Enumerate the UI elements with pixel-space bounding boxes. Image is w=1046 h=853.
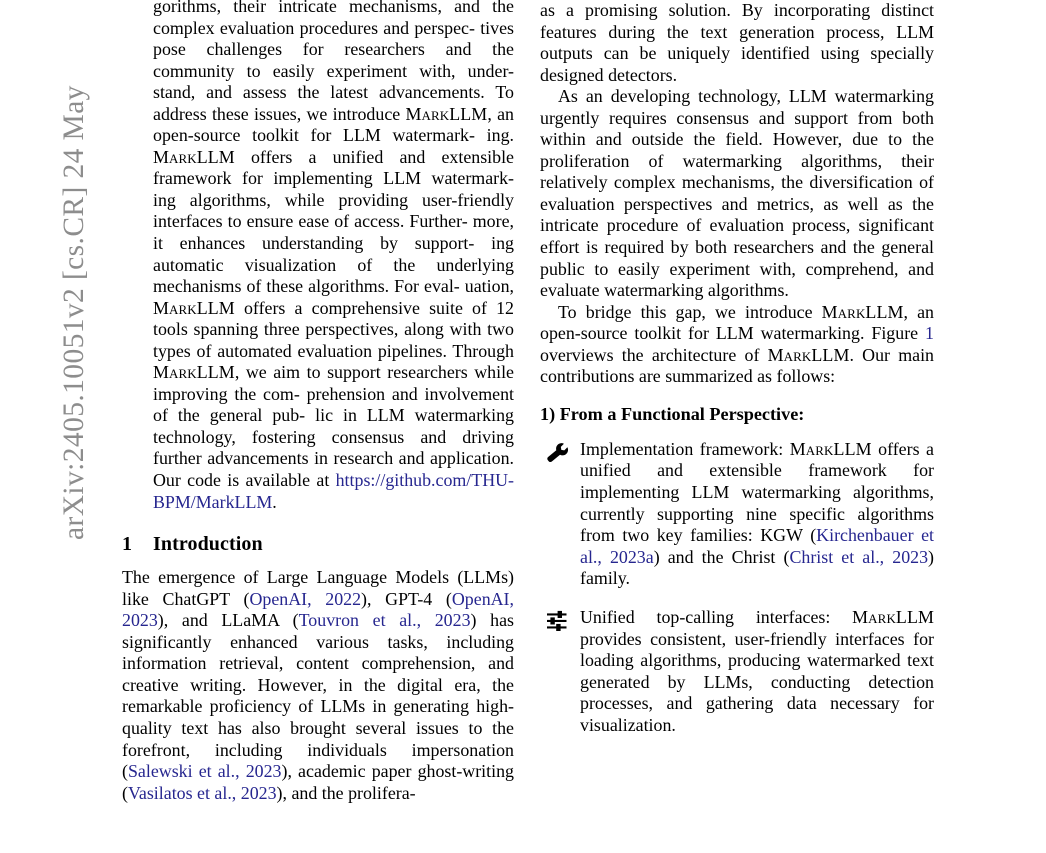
abstract-text-9: ing. [486, 125, 514, 146]
abstract-text-11: framework for implementing LLM watermark- [153, 168, 514, 189]
wrench-icon [546, 442, 570, 464]
abstract-text-12: ing algorithms, while providing user-friendly [153, 189, 514, 210]
abstract-text-8: an open-source toolkit for LLM watermark- [153, 103, 514, 146]
markllm-smallcaps: MarkLLM [153, 146, 235, 167]
section-title: Introduction [153, 533, 263, 556]
p3-text-4: . Our main contributions are summarized as follows: [540, 344, 934, 387]
abstract-text-23: support researchers while improving the com- [153, 362, 514, 404]
abstract-text-25: lic in LLM watermarking technology, fostering [153, 405, 514, 447]
abstract-text-3: tives pose challenges for researchers and the [153, 17, 514, 60]
markllm-smallcaps: MarkLLM [821, 301, 904, 322]
abstract-text-28: at [316, 470, 336, 491]
abstract-continuation [153, 0, 514, 513]
abstract-text-17: uation, [464, 276, 514, 297]
sliders-icon [546, 610, 570, 632]
abstract-text-6: address these issues, we introduce [153, 103, 406, 124]
markllm-smallcaps: MarkLLM [852, 607, 934, 627]
right-paragraph-2: As an developing technology, LLM watermarking urgently requires consensus and support from both within and outside the field. However, due to the proliferation of watermarking algorithms, their relatively complex mechanisms, the diversification of evaluation perspectives and metrics, as well as the intricate procedure of evaluation process, significant effort is required by both researchers and the general public to easily experiment with, comprehend, and evaluate watermarking algorithms. [540, 86, 934, 301]
left-column [122, 0, 514, 804]
abstract-text-10: offers a unified and extensible [234, 146, 514, 167]
abstract-text-27: research and application. Our code is available [153, 448, 514, 491]
citation-christ-2023[interactable]: Christ et al., 2023 [789, 546, 929, 567]
abstract-text-14: more, it enhances understanding by support- [153, 211, 514, 254]
abstract-text-18: offers a comprehensive [234, 297, 420, 318]
abstract-text-4: community to easily experiment with, under- [153, 60, 514, 81]
abstract-text-2: complex evaluation procedures and perspec- [153, 17, 475, 38]
intro-text-6: ), and the prolifera- [276, 782, 416, 803]
abstract-text-16: mechanisms of these algorithms. For eval- [153, 276, 460, 297]
citation-vasilatos-2023[interactable]: Vasilatos et al., 2023 [127, 782, 277, 803]
arxiv-stamp [0, 0, 110, 560]
list-item [540, 607, 934, 737]
intro-text-3: ), and LLaMA ( [157, 610, 299, 631]
intro-text-1: The emergence of Large Language Models (LLMs) like ChatGPT ( [122, 567, 514, 609]
abstract-text-22: , we aim to [234, 362, 321, 383]
abstract-text-24: prehension and involvement of the general pub- [153, 383, 514, 426]
right-paragraph-1: as a promising solution. By incorporating distinct features during the text generation process, LLM outputs can be uniquely identified using specially designed detectors. [540, 0, 934, 85]
right-paragraph-3 [540, 302, 934, 388]
citation-kirchenbauer-2023a[interactable]: Kirchenbauer et al., 2023a [580, 525, 934, 567]
abstract-text-13: interfaces to ensure ease of access. Further- [153, 211, 468, 232]
figure-reference-1[interactable]: 1 [925, 323, 934, 344]
abstract-text-26: consensus and driving further advancements in [153, 426, 514, 469]
markllm-smallcaps: MarkLLM [153, 362, 235, 383]
contributions-list [540, 439, 934, 737]
citation-openai-2023[interactable]: OpenAI, 2023 [122, 588, 514, 631]
bullet-text-2: provides consistent, user-friendly interfaces for loading algorithms, producing watermarked text generated by LLMs, conducting detection processes, and gathering data necessary for visualization. [580, 628, 934, 735]
citation-openai-2022[interactable]: OpenAI, 2022 [249, 588, 362, 609]
bullet-text-1: Unified top-calling interfaces: [580, 607, 853, 627]
markllm-smallcaps: MarkLLM [767, 344, 850, 365]
section-heading-introduction [122, 533, 514, 556]
abstract-text-7: , [487, 103, 492, 124]
bullet-text-3: ) and the Christ ( [653, 546, 790, 567]
markllm-smallcaps: MarkLLM [789, 438, 872, 459]
p3-text-2: , an open-source toolkit for LLM watermarking. Figure [540, 301, 934, 344]
introduction-paragraph [122, 567, 514, 804]
abstract-text-19: suite of 12 tools spanning three perspectives, [153, 297, 514, 340]
p3-text-3: overviews the architecture of [540, 344, 768, 365]
bullet-text-1: Implementation framework: [580, 438, 790, 459]
bullet-text-2: offers a unified and extensible framework for implementing LLM watermarking algorithms, currently supporting nine specific algorithms from two key families: KGW ( [580, 438, 934, 546]
markllm-smallcaps: MarkLLM [153, 297, 235, 318]
markllm-smallcaps: MarkLLM [405, 103, 488, 124]
abstract-text-29: . [272, 491, 277, 512]
abstract-text-21: pipelines. Through [377, 340, 514, 361]
intro-text-5: ), academic paper ghost-writing ( [122, 761, 514, 803]
right-column [540, 0, 934, 754]
bullet-text-4: ) family. [580, 546, 934, 589]
arxiv-stamp-text: arXiv:2405.10051v2 [cs.CR] 24 May [58, 85, 90, 540]
abstract-text-20: along with two types of automated evaluation [153, 319, 514, 361]
section-number: 1 [122, 533, 133, 556]
citation-touvron-2023[interactable]: Touvron et al., 2023 [298, 610, 471, 631]
contributions-heading: 1) From a Functional Perspective: [540, 403, 805, 424]
intro-text-2: ), GPT-4 ( [361, 588, 452, 609]
intro-text-4: ) has significantly enhanced various tasks, including information retrieval, content comprehension, and creative writing. However, in the digital era, the remarkable proficiency of LLMs in generating high-quality text has also brought several issues to the forefront, including individuals impersonation ( [122, 610, 514, 782]
list-item [540, 439, 934, 590]
github-repo-link[interactable]: https://github.com/THU-BPM/MarkLLM [153, 470, 515, 512]
abstract-text-1: gorithms, their intricate mechanisms, and the [153, 0, 514, 16]
p3-text-1: To bridge this gap, we introduce [558, 301, 822, 322]
citation-salewski-2023[interactable]: Salewski et al., 2023 [127, 761, 282, 782]
abstract-text-5: stand, and assess the latest advancements. To [153, 82, 514, 103]
abstract-text-15: ing automatic visualization of the underlying [153, 233, 514, 275]
